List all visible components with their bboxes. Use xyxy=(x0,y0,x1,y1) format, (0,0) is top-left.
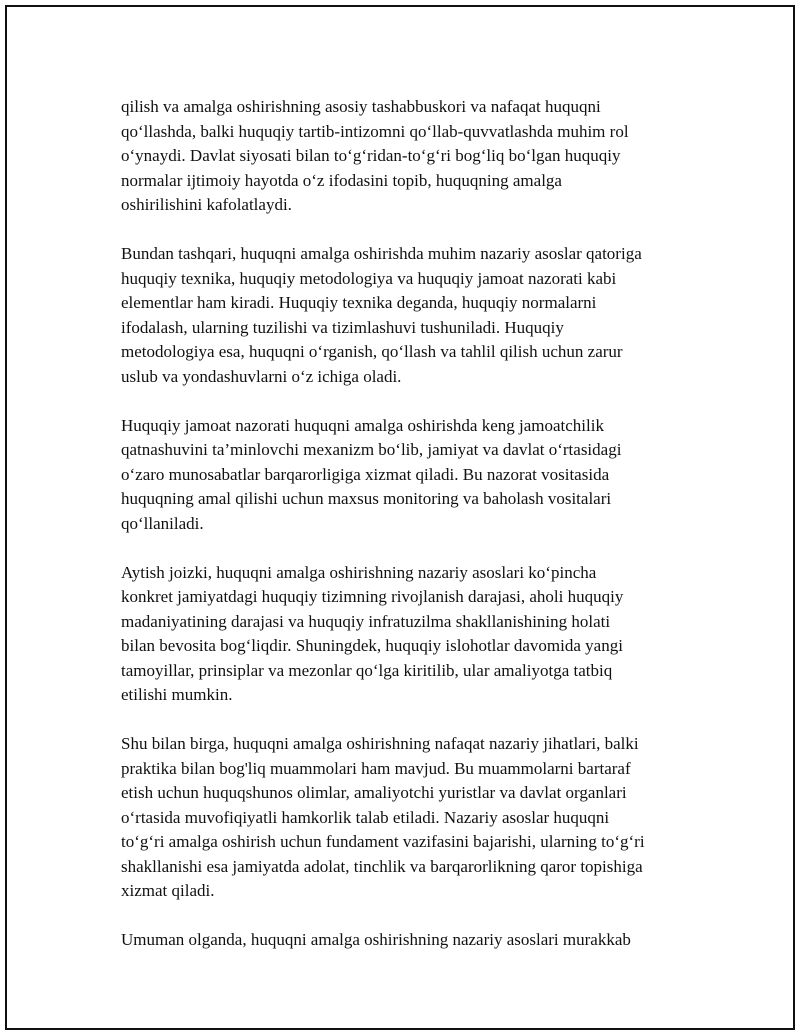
paragraph-5 xyxy=(121,732,711,904)
text-line: elementlar ham kiradi. Huquqiy texnika deganda, huquqiy normalarni xyxy=(121,293,597,312)
text-line: bilan bevosita bog‘liqdir. Shuningdek, huquqiy islohotlar davomida yangi xyxy=(121,636,623,655)
paragraph-1 xyxy=(121,95,711,218)
text-line: qatnashuvini ta’minlovchi mexanizm bo‘lib, jamiyat va davlat o‘rtasidagi xyxy=(121,440,622,459)
text-line: qo‘llashda, balki huquqiy tartib-intizomni qo‘llab-quvvatlashda muhim rol xyxy=(121,121,629,141)
text-line: o‘zaro munosabatlar barqarorligiga xizmat qiladi. Bu nazorat vositasida xyxy=(121,464,610,484)
paragraph-3 xyxy=(121,414,711,537)
document-page xyxy=(5,5,795,1030)
text-line: uslub va yondashuvlarni o‘z ichiga oladi. xyxy=(121,366,402,386)
text-line: Aytish joizki, huquqni amalga oshirishning nazariy asoslari ko‘pincha xyxy=(121,562,597,582)
text-line: o‘rtasida muvofiqiyatli hamkorlik talab etiladi. Nazariy asoslar huquqni xyxy=(121,807,610,827)
text-line: madaniyatining darajasi va huquqiy infratuzilma shakllanishining holati xyxy=(121,611,611,631)
text-line: huquqning amal qilishi uchun maxsus monitoring va baholash vositalari xyxy=(121,489,612,508)
text-line: ifodalash, ularning tuzilishi va tizimlashuvi tushuniladi. Huquqiy xyxy=(121,317,564,337)
paragraph-4 xyxy=(121,561,711,708)
text-line: huquqiy texnika, huquqiy metodologiya va huquqiy jamoat nazorati kabi xyxy=(121,268,617,288)
text-line: tamoyillar, prinsiplar va mezonlar qo‘lga kiritilib, ular amaliyotga tatbiq xyxy=(121,660,613,680)
document-body xyxy=(121,95,711,977)
text-line: Bundan tashqari, huquqni amalga oshirishda muhim nazariy asoslar qatoriga xyxy=(121,244,642,263)
text-line: metodologiya esa, huquqni o‘rganish, qo‘llash va tahlil qilish uchun zarur xyxy=(121,342,623,361)
text-line: etilishi mumkin. xyxy=(121,685,233,704)
paragraph-6 xyxy=(121,928,711,953)
text-line: Huquqiy jamoat nazorati huquqni amalga oshirishda keng jamoatchilik xyxy=(121,415,604,435)
text-line: Shu bilan birga, huquqni amalga oshirishning nafaqat nazariy jihatlari, balki xyxy=(121,734,639,753)
text-line: o‘ynaydi. Davlat siyosati bilan to‘g‘ridan-to‘g‘ri bog‘liq bo‘lgan huquqiy xyxy=(121,146,621,165)
text-line: praktika bilan bog'liq muammolari ham mavjud. Bu muammolarni bartaraf xyxy=(121,758,631,778)
text-line: xizmat qiladi. xyxy=(121,881,215,900)
text-line: shakllanishi esa jamiyatda adolat, tinchlik va barqarorlikning qaror topishiga xyxy=(121,856,643,876)
text-line: Umuman olganda, huquqni amalga oshirishning nazariy asoslari murakkab xyxy=(121,930,631,949)
text-line: konkret jamiyatdagi huquqiy tizimning rivojlanish darajasi, aholi huquqiy xyxy=(121,587,624,606)
text-line: oshirilishini kafolatlaydi. xyxy=(121,195,292,214)
text-line: to‘g‘ri amalga oshirish uchun fundament vazifasini bajarishi, ularning to‘g‘ri xyxy=(121,832,645,851)
text-line: etish uchun huquqshunos olimlar, amaliyotchi yuristlar va davlat organlari xyxy=(121,783,627,802)
paragraph-2 xyxy=(121,242,711,389)
text-line: normalar ijtimoiy hayotda o‘z ifodasini topib, huquqning amalga xyxy=(121,170,562,190)
text-line: qilish va amalga oshirishning asosiy tashabbuskori va nafaqat huquqni xyxy=(121,97,601,116)
text-line: qo‘llaniladi. xyxy=(121,513,204,533)
